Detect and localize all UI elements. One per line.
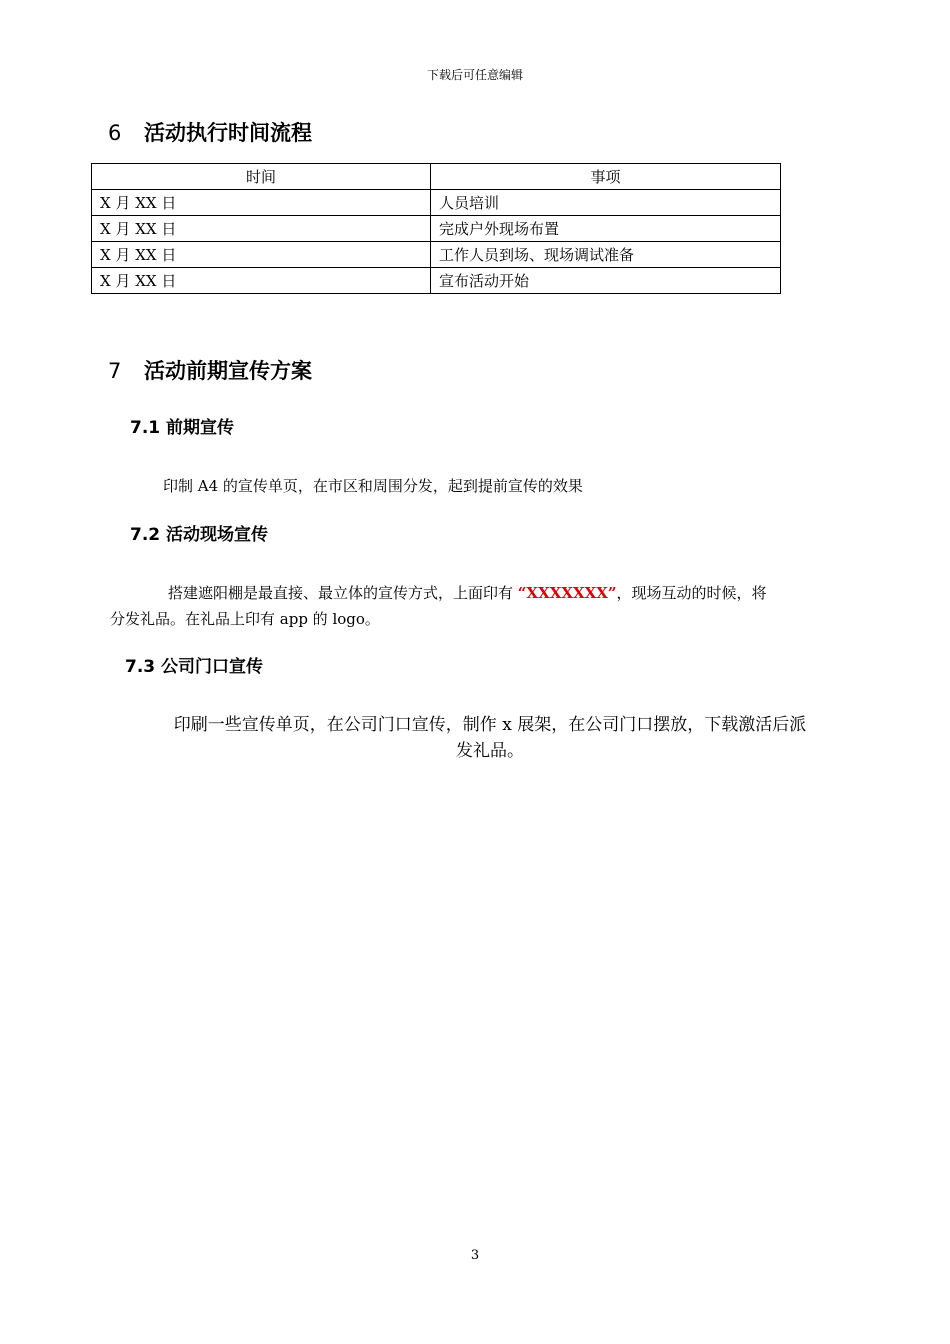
subsection-7-3-line2: 发礼品。: [456, 741, 524, 761]
table-cell-time: X 月 XX 日: [92, 268, 431, 294]
section-7-heading: [108, 355, 312, 385]
subsection-7-3-paragraph: [130, 712, 850, 764]
section-6-number: 6: [108, 121, 122, 145]
subsection-7-1-text: 印制 A4 的宣传单页，在市区和周围分发，起到提前宣传的效果: [163, 477, 583, 495]
subsection-7-2-text: 搭建遮阳棚是最直接、最立体的宣传方式，上面印有: [168, 584, 514, 602]
table-row: [92, 216, 781, 242]
page-number: 3: [470, 1248, 480, 1263]
schedule-table: [91, 163, 781, 294]
subsection-7-2-text-after: ，现场互动的时候，将: [616, 584, 767, 602]
section-6-title: 活动执行时间流程: [144, 121, 312, 145]
table-row: [92, 190, 781, 216]
table-row: [92, 268, 781, 294]
table-cell-time: X 月 XX 日: [92, 216, 431, 242]
table-cell-item: 工作人员到场、现场调试准备: [431, 242, 781, 268]
section-7-number: 7: [108, 359, 122, 383]
subsection-7-2-text-line2: 分发礼品。在礼品上印有 app 的 logo。: [110, 610, 380, 628]
table-row: [92, 242, 781, 268]
subsection-7-3-title: 7.3 公司门口宣传: [125, 657, 264, 677]
subsection-7-3-line1: 印刷一些宣传单页，在公司门口宣传，制作 x 展架，在公司门口摆放，下载激活后派: [173, 715, 807, 735]
table-cell-time: X 月 XX 日: [92, 242, 431, 268]
table-header-time: 时间: [92, 164, 431, 190]
table-cell-item: 人员培训: [431, 190, 781, 216]
section-7-title: 活动前期宣传方案: [144, 359, 312, 383]
subsection-7-2-paragraph: [110, 580, 840, 632]
subsection-7-1-title: 7.1 前期宣传: [130, 418, 235, 438]
table-cell-item: 完成户外现场布置: [431, 216, 781, 242]
table-header-item: 事项: [431, 164, 781, 190]
section-6-heading: [108, 117, 312, 147]
table-header-row: [92, 164, 781, 190]
table-cell-time: X 月 XX 日: [92, 190, 431, 216]
page-header-note: 下载后可任意编辑: [426, 68, 523, 82]
subsection-7-2-title: 7.2 活动现场宣传: [130, 525, 269, 545]
highlight-placeholder: “XXXXXXX”: [517, 584, 617, 602]
table-cell-item: 宣布活动开始: [431, 268, 781, 294]
